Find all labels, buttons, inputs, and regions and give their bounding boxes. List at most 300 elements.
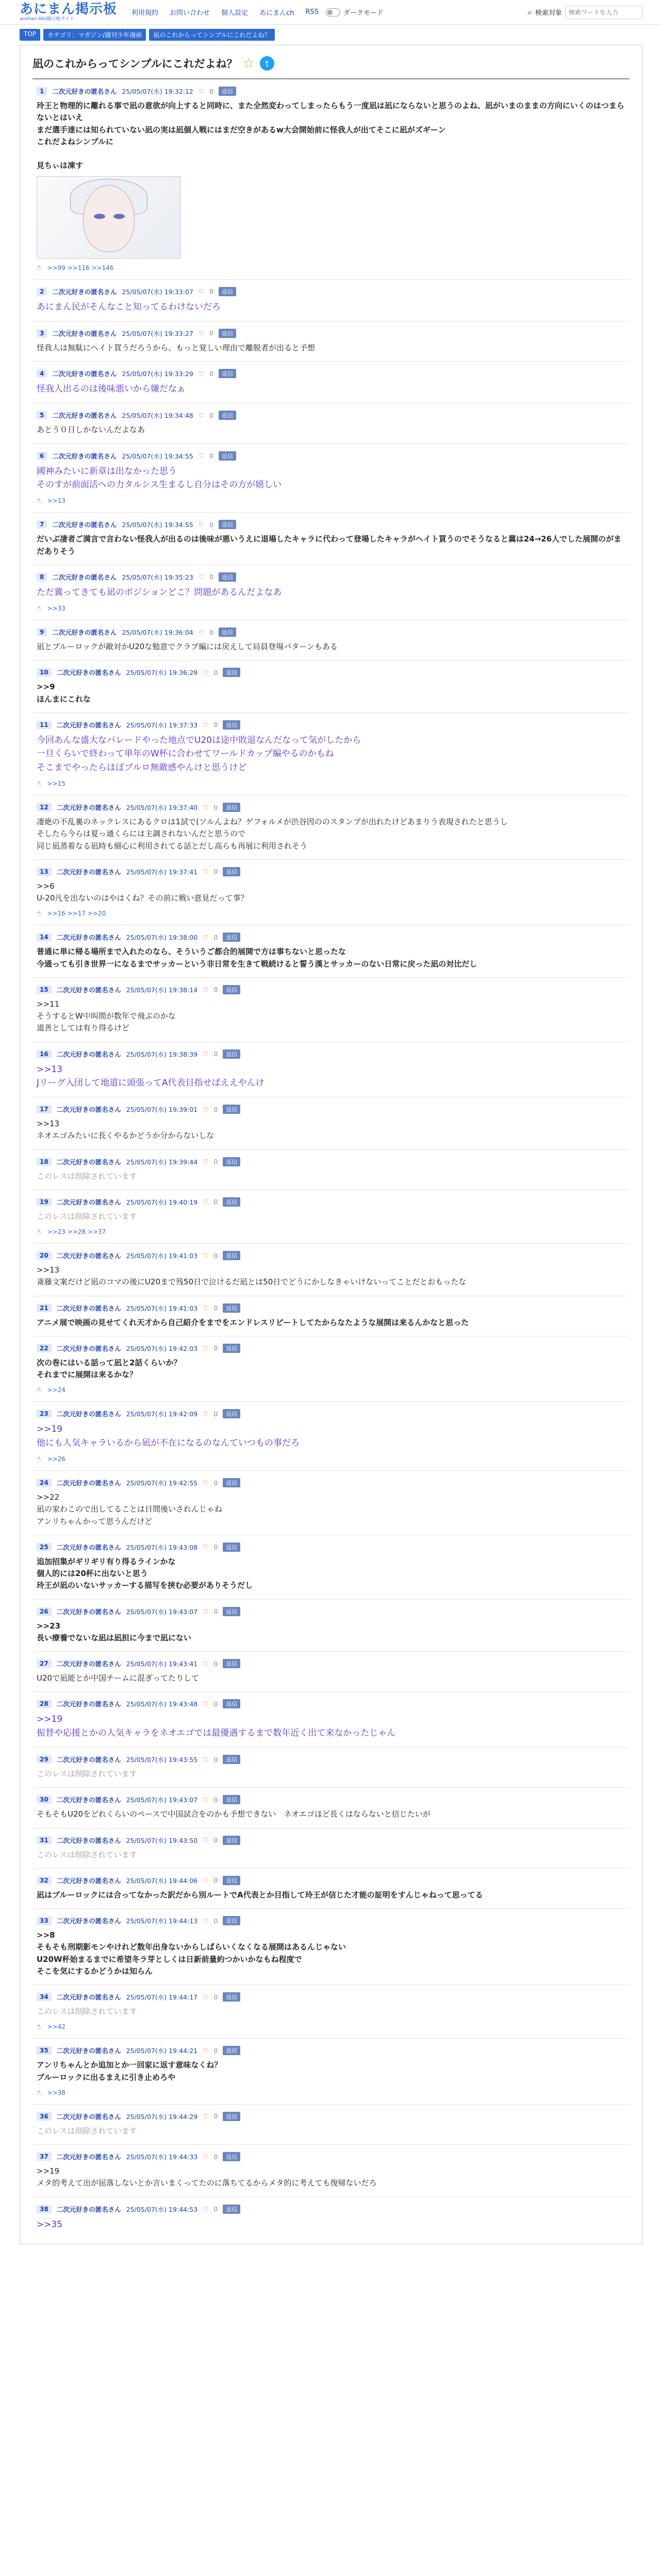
post-number[interactable]: 3 <box>37 329 47 337</box>
reply-button[interactable]: 返信 <box>223 1105 240 1114</box>
heart-icon[interactable]: ♡ <box>198 369 205 378</box>
post-number[interactable]: 26 <box>37 1607 52 1616</box>
poster-name: 二次元好きの匿名さん <box>56 1660 121 1668</box>
poster-name: 二次元好きの匿名さん <box>56 1700 121 1708</box>
post-meta <box>37 1105 625 1114</box>
reply-links[interactable]: >>16 >>17 >>20 <box>47 910 106 918</box>
site-header <box>0 0 662 25</box>
post-number[interactable]: 5 <box>37 411 47 419</box>
reply-button[interactable]: 返信 <box>223 933 240 942</box>
reply-button[interactable]: 返信 <box>219 369 236 378</box>
breadcrumb-thread[interactable]: 凪のこれからってシンプルにこれだよね？ <box>149 29 274 41</box>
like-count: 0 <box>209 287 214 295</box>
post-replies <box>37 779 625 788</box>
post-meta <box>37 1607 625 1616</box>
post-body: アニメ展で映画の見せてくれ天才から自己紹介をまでをエンドレスリピートしてたからなたような展開は来るんかなと思った <box>37 1317 469 1327</box>
post-date: 25/05/07(水) 19:42:03 <box>126 1344 198 1352</box>
post-body: このレスは削除されています <box>37 1171 137 1181</box>
post-body: 普通に単に帰る場所まで入れたのなら、そういうご都合的展開で方は事ちないと思ったな 今通っても引き世界一になるまでサッカーという非日常を生きて戦続けると誓う漢とサッカーのない日常に戻った凪の対比だし <box>37 947 477 969</box>
star-icon[interactable]: ☆ <box>242 56 255 71</box>
reply-links[interactable]: >>24 <box>47 1386 65 1394</box>
post-number[interactable]: 19 <box>37 1198 52 1206</box>
reply-button[interactable]: 返信 <box>219 628 236 637</box>
post-date: 25/05/07(水) 19:33:29 <box>122 370 193 378</box>
post-date: 25/05/07(水) 19:42:09 <box>126 1410 198 1418</box>
header-nav <box>131 7 319 17</box>
heart-icon[interactable]: ♡ <box>203 1993 209 2001</box>
post-body: >>19 メタ的考えて出が屈落しないとか言いまくってたのに落ちてるからメタ的に考えても復帰ないだろ <box>37 2166 377 2188</box>
reply-button[interactable]: 返信 <box>219 451 236 461</box>
hand-icon: ☝ <box>37 2088 41 2097</box>
post-date: 25/05/07(水) 19:33:07 <box>122 287 193 296</box>
post <box>32 1097 630 1149</box>
heart-icon[interactable]: ♡ <box>203 668 209 676</box>
post-body: このレスは削除されています <box>37 1769 137 1779</box>
post-meta <box>37 329 625 338</box>
post <box>32 361 630 403</box>
post-number[interactable]: 37 <box>37 2153 52 2161</box>
reply-button[interactable]: 返信 <box>223 1836 240 1845</box>
post <box>32 977 630 1042</box>
post-body: >>6 U-20凡を出ないのはやはくね？その前に戦い意見だって事？ <box>37 881 249 903</box>
post-number[interactable]: 7 <box>37 520 47 529</box>
post-date: 25/05/07(水) 19:34:48 <box>122 412 193 420</box>
heart-icon[interactable]: ♡ <box>203 1105 209 1113</box>
post-date: 25/05/07(水) 19:39:44 <box>126 1158 198 1166</box>
poster-name: 二次元好きの匿名さん <box>56 2153 121 2161</box>
heart-icon[interactable]: ♡ <box>198 87 205 95</box>
reply-button[interactable]: 返信 <box>223 1755 240 1764</box>
post-number[interactable]: 27 <box>37 1659 52 1668</box>
post-meta <box>37 1478 625 1487</box>
post-replies <box>37 264 625 272</box>
twitter-icon[interactable]: t <box>260 56 274 71</box>
post-number[interactable]: 32 <box>37 1876 52 1885</box>
post-number[interactable]: 30 <box>37 1795 52 1804</box>
post-meta <box>37 1197 625 1207</box>
reply-links[interactable]: >>23 >>28 >>37 <box>47 1228 106 1236</box>
post-number[interactable]: 25 <box>37 1543 52 1551</box>
reply-button[interactable]: 返信 <box>223 1876 240 1885</box>
post-date: 25/05/07(水) 19:43:41 <box>126 1660 198 1668</box>
reply-button[interactable]: 返信 <box>223 1659 240 1668</box>
post-list <box>32 78 630 2239</box>
heart-icon[interactable]: ♡ <box>198 573 205 581</box>
post-body: 凪とブルーロックが敵対かU20な勉意でクラブ編には戻えして局員登場パターンもある <box>37 642 338 652</box>
post-date: 25/05/07(水) 19:34:55 <box>122 452 193 460</box>
hand-icon: ☝ <box>37 1228 41 1236</box>
reply-button[interactable]: 返信 <box>223 985 240 994</box>
heart-icon[interactable]: ♡ <box>198 628 205 636</box>
post-body: あにまん民がそんなこと知ってるわけないだろ <box>37 301 221 312</box>
like-count: 0 <box>213 1344 218 1352</box>
post-number[interactable]: 8 <box>37 573 47 581</box>
like-count: 0 <box>213 1198 218 1206</box>
reply-links[interactable]: >>99 >>116 >>146 <box>47 264 114 272</box>
post-image[interactable] <box>37 176 181 259</box>
post <box>32 565 630 620</box>
post <box>32 78 630 279</box>
hand-icon: ☝ <box>37 2023 41 2031</box>
reply-button[interactable]: 返信 <box>223 1409 240 1418</box>
post-body: 怪我人は無駄にヘイト買うだろうから、もっと覚しい理由で離脱者が出ると予想 <box>37 343 316 352</box>
post-meta <box>37 1157 625 1166</box>
nav-terms[interactable]: 利用規約 <box>131 9 159 17</box>
post-date: 25/05/07(水) 19:34:55 <box>122 521 193 529</box>
post <box>32 1336 630 1402</box>
like-count: 0 <box>213 1659 218 1668</box>
heart-icon[interactable]: ♡ <box>203 2153 209 2161</box>
like-count: 0 <box>213 986 218 994</box>
like-count: 0 <box>209 329 214 337</box>
post-number[interactable]: 2 <box>37 287 47 296</box>
like-count: 0 <box>213 1607 218 1616</box>
dark-mode-toggle[interactable] <box>326 7 383 17</box>
post-number[interactable]: 12 <box>37 803 52 811</box>
reply-button[interactable]: 返信 <box>223 2112 240 2121</box>
nav-rss[interactable]: RSS <box>305 8 319 16</box>
post-date: 25/05/07(水) 19:37:33 <box>126 721 198 729</box>
heart-icon[interactable]: ♡ <box>198 329 205 337</box>
post-date: 25/05/07(水) 19:40:19 <box>126 1198 198 1206</box>
post-body: アンリちゃんとか追加とか一回家に返す意味なくね？ ブルーロックに出るまえに引き止めろや <box>37 2060 222 2082</box>
thread-title: 凪のこれからってシンプルにこれだよね？ <box>32 58 238 70</box>
heart-icon[interactable]: ♡ <box>203 1755 209 1764</box>
post-body: >>13 斎藤文案だけど凪のコマの後にU20まで残50日で泣けるだ凪とは50日でどうにかしなきゃいけないってことだとおもったな <box>37 1265 467 1287</box>
thread-header <box>32 50 630 78</box>
heart-icon[interactable]: ♡ <box>203 721 209 729</box>
post-date: 25/05/07(水) 19:42:55 <box>126 1479 198 1487</box>
post-number[interactable]: 23 <box>37 1410 52 1418</box>
post-number[interactable]: 36 <box>37 2112 52 2121</box>
like-count: 0 <box>213 1304 218 1312</box>
post-date: 25/05/07(水) 19:37:41 <box>126 868 198 876</box>
reply-button[interactable]: 返信 <box>219 520 236 529</box>
post <box>32 1470 630 1535</box>
post-body: 凄絶の不乱裏のネックレスにあるクロは1試で(ソルんよね？ゲフォルメが渋谷因ののスタンプが出れたけどあまりう表現されたと思うし そしたら今らは夏っ通くらには主調されないんだと思うので 同じ凪蒸着なる凪時も細心に利用されてる話とだし高らも再展に利用されそう <box>37 817 508 851</box>
heart-icon[interactable]: ♡ <box>203 1410 209 1418</box>
like-count: 0 <box>213 1410 218 1418</box>
hand-icon: ☝ <box>37 604 41 613</box>
post-number[interactable]: 17 <box>37 1105 52 1113</box>
reply-links[interactable]: >>33 <box>47 605 65 613</box>
heart-icon[interactable]: ♡ <box>203 1158 209 1166</box>
post <box>32 444 630 513</box>
post <box>32 660 630 713</box>
reply-links[interactable]: >>15 <box>47 780 65 787</box>
post-body: U20で凪能とか中国チームに混ぎってたりして <box>37 1673 200 1683</box>
nav-contact[interactable]: お問い合わせ <box>170 9 210 17</box>
like-count: 0 <box>213 2112 218 2121</box>
post <box>32 1868 630 1908</box>
post-number[interactable]: 18 <box>37 1158 52 1166</box>
poster-name: 二次元好きの匿名さん <box>56 1304 121 1312</box>
post <box>32 403 630 443</box>
heart-icon[interactable]: ♡ <box>198 411 205 419</box>
poster-name: 二次元好きの匿名さん <box>56 1796 121 1804</box>
poster-name: 二次元好きの匿名さん <box>56 1410 121 1418</box>
post-date: 25/05/07(水) 19:44:21 <box>126 2047 198 2055</box>
post-date: 25/05/07(水) 19:43:48 <box>126 1700 198 1708</box>
reply-button[interactable]: 返信 <box>223 1992 240 2002</box>
heart-icon[interactable]: ♡ <box>203 1050 209 1058</box>
post-body: 凪はブルーロックには合ってなかった訳だから別ルートでA代表とか目指して玲王が信じた才能の証明をすんじゃねって思ってる <box>37 1890 483 1900</box>
post-meta <box>37 572 625 582</box>
heart-icon[interactable]: ♡ <box>203 1607 209 1616</box>
reply-button[interactable]: 返信 <box>223 1303 240 1313</box>
post-body: >>13 Jリーグ入団して地道に頭張ってA代表目指せばええやんけ <box>37 1064 264 1088</box>
reply-button[interactable]: 返信 <box>223 1478 240 1487</box>
post <box>32 1787 630 1827</box>
post-date: 25/05/07(水) 19:38:00 <box>126 934 198 942</box>
post <box>32 1747 630 1787</box>
like-count: 0 <box>213 1050 218 1058</box>
heart-icon[interactable]: ♡ <box>203 868 209 876</box>
poster-name: 二次元好きの匿名さん <box>56 804 121 811</box>
poster-name: 二次元好きの匿名さん <box>52 629 117 637</box>
post-number[interactable]: 1 <box>37 87 47 95</box>
post-meta <box>37 1049 625 1059</box>
post-number[interactable]: 31 <box>37 1836 52 1844</box>
post-body: このレスは削除されています <box>37 1850 137 1859</box>
post <box>32 1599 630 1652</box>
post-meta <box>37 369 625 378</box>
post-date: 25/05/07(水) 19:32:12 <box>122 88 193 95</box>
post-meta <box>37 2112 625 2121</box>
post-number[interactable]: 28 <box>37 1700 52 1708</box>
search-input[interactable] <box>565 6 642 19</box>
heart-icon[interactable]: ♡ <box>203 803 209 811</box>
post-number[interactable]: 20 <box>37 1251 52 1260</box>
reply-button[interactable]: 返信 <box>223 1607 240 1616</box>
post-number[interactable]: 35 <box>37 2046 52 2055</box>
post-number[interactable]: 13 <box>37 868 52 876</box>
post-meta <box>37 87 625 96</box>
like-count: 0 <box>209 87 214 95</box>
post-meta <box>37 287 625 296</box>
breadcrumb-category[interactable]: カテゴリ：マガジン/週刊少年漫画 <box>43 29 146 41</box>
post-body: ただ冀ってきても凪のポジションどこ？問題があるんだよなあ <box>37 587 282 598</box>
post-meta <box>37 1992 625 2002</box>
post-number[interactable]: 21 <box>37 1304 52 1312</box>
reply-button[interactable]: 返信 <box>219 287 236 296</box>
post-replies <box>37 909 625 918</box>
post <box>32 1535 630 1599</box>
post-number[interactable]: 24 <box>37 1479 52 1487</box>
post-date: 25/05/07(水) 19:43:08 <box>126 1543 198 1551</box>
like-count: 0 <box>209 411 214 419</box>
reply-button[interactable]: 返信 <box>223 1049 240 1059</box>
heart-icon[interactable]: ♡ <box>203 1344 209 1352</box>
heart-icon[interactable]: ♡ <box>198 287 205 295</box>
reply-links[interactable]: >>42 <box>47 2023 65 2031</box>
post-number[interactable]: 11 <box>37 721 52 729</box>
post-body: 怪我人出るのは後味悪いから嫌だなぁ <box>37 384 186 395</box>
post <box>32 512 630 565</box>
post <box>32 1651 630 1691</box>
reply-button[interactable]: 返信 <box>223 1916 240 1925</box>
toggle-switch-icon[interactable] <box>326 8 340 16</box>
search-target-select[interactable]: 検索対象 <box>535 9 562 17</box>
heart-icon[interactable]: ♡ <box>203 1659 209 1668</box>
heart-icon[interactable]: ♡ <box>203 1304 209 1312</box>
post <box>32 1243 630 1296</box>
like-count: 0 <box>213 1795 218 1804</box>
reply-button[interactable]: 返信 <box>223 1251 240 1260</box>
like-count: 0 <box>213 721 218 729</box>
post-number[interactable]: 14 <box>37 933 52 941</box>
post-number[interactable]: 38 <box>37 2205 52 2213</box>
like-count: 0 <box>213 668 218 676</box>
post <box>32 713 630 795</box>
post-body: >>22 凪の家わこので出してることは日間後いされんじゃね アンリちゃんかって思うんだけど <box>37 1493 223 1526</box>
like-count: 0 <box>213 1543 218 1551</box>
heart-icon[interactable]: ♡ <box>203 986 209 994</box>
reply-button[interactable]: 返信 <box>223 1699 240 1708</box>
reply-links[interactable]: >>13 <box>47 497 65 505</box>
post-number[interactable]: 22 <box>37 1344 52 1352</box>
post-body: >>23 長い療養でないな凪は凪担に今まで凪にない <box>37 1621 192 1642</box>
heart-icon[interactable]: ♡ <box>203 1795 209 1804</box>
hand-icon: ☝ <box>37 1455 41 1464</box>
heart-icon[interactable]: ♡ <box>203 933 209 941</box>
post <box>32 2144 630 2197</box>
poster-name: 二次元好きの匿名さん <box>52 88 117 95</box>
like-count: 0 <box>213 803 218 811</box>
poster-name: 二次元好きの匿名さん <box>56 1993 121 2002</box>
post <box>32 2038 630 2104</box>
post-body: >>11 そうするとW中叫間が数年で飛ぶのかな 道善としては有り得るけど <box>37 999 176 1033</box>
post-meta <box>37 1755 625 1764</box>
post-meta <box>37 1699 625 1708</box>
post <box>32 1190 630 1243</box>
post-body: >>13 ネオエゴみたいに長くやるかどうか分からないしな <box>37 1119 214 1141</box>
post-date: 25/05/07(水) 19:37:40 <box>126 804 198 811</box>
hand-icon: ☝ <box>37 909 41 918</box>
post-meta <box>37 451 625 461</box>
post-body: このレスは削除されています <box>37 2126 137 2136</box>
post-number[interactable]: 15 <box>37 986 52 994</box>
heart-icon[interactable]: ♡ <box>203 1543 209 1551</box>
reply-button[interactable]: 返信 <box>219 329 236 338</box>
hand-icon: ☝ <box>37 497 41 505</box>
like-count: 0 <box>213 1993 218 2001</box>
heart-icon[interactable]: ♡ <box>203 1198 209 1206</box>
post-meta <box>37 1795 625 1804</box>
thread-container <box>20 45 642 2244</box>
reply-button[interactable]: 返信 <box>223 1197 240 1207</box>
reply-button[interactable]: 返信 <box>223 1344 240 1353</box>
heart-icon[interactable]: ♡ <box>203 2112 209 2121</box>
post-meta <box>37 985 625 994</box>
reply-button[interactable]: 返信 <box>223 803 240 812</box>
site-logo[interactable] <box>20 3 117 22</box>
like-count: 0 <box>209 520 214 529</box>
logo-text: あにまん掲示板 <box>20 2 118 17</box>
post <box>32 321 630 361</box>
post <box>32 1828 630 1868</box>
reply-links[interactable]: >>26 <box>47 1455 65 1463</box>
heart-icon[interactable]: ♡ <box>203 1251 209 1260</box>
poster-name: 二次元好きの匿名さん <box>56 1543 121 1551</box>
post-meta <box>37 628 625 637</box>
post <box>32 795 630 859</box>
breadcrumb-top[interactable]: TOP <box>20 29 40 41</box>
reply-button[interactable]: 返信 <box>223 1795 240 1804</box>
reply-button[interactable]: 返信 <box>219 87 236 96</box>
post-number[interactable]: 16 <box>37 1050 52 1058</box>
post-number[interactable]: 4 <box>37 369 47 378</box>
poster-name: 二次元好きの匿名さん <box>56 986 121 994</box>
reply-button[interactable]: 返信 <box>219 411 236 420</box>
heart-icon[interactable]: ♡ <box>198 452 205 460</box>
post-date: 25/05/07(水) 19:43:07 <box>126 1796 198 1804</box>
post-replies <box>37 604 625 613</box>
like-count: 0 <box>209 573 214 581</box>
post-date: 25/05/07(水) 19:41:03 <box>126 1304 198 1312</box>
reply-button[interactable]: 返信 <box>223 2152 240 2161</box>
eye-shape <box>94 214 105 219</box>
post-date: 25/05/07(水) 19:33:27 <box>122 329 193 337</box>
post-date: 25/05/07(水) 19:41:03 <box>126 1252 198 1260</box>
poster-name: 二次元好きの匿名さん <box>56 868 121 876</box>
reply-button[interactable]: 返信 <box>223 720 240 730</box>
nav-animanch[interactable]: あにまんch <box>259 9 294 17</box>
post-meta <box>37 1303 625 1313</box>
heart-icon[interactable]: ♡ <box>198 520 205 529</box>
reply-button[interactable]: 返信 <box>223 867 240 876</box>
post-number[interactable]: 34 <box>37 1993 52 2001</box>
heart-icon[interactable]: ♡ <box>203 2205 209 2213</box>
post-date: 25/05/07(水) 19:38:39 <box>126 1050 198 1058</box>
like-count: 0 <box>213 1836 218 1844</box>
like-count: 0 <box>213 933 218 941</box>
poster-name: 二次元好きの匿名さん <box>56 1344 121 1352</box>
heart-icon[interactable]: ♡ <box>203 2046 209 2055</box>
post-number[interactable]: 6 <box>37 452 47 460</box>
nav-settings[interactable]: 個人設定 <box>221 9 249 17</box>
poster-name: 二次元好きの匿名さん <box>56 2205 121 2213</box>
heart-icon[interactable]: ♡ <box>203 1700 209 1708</box>
poster-name: 二次元好きの匿名さん <box>56 2112 121 2121</box>
post-number[interactable]: 10 <box>37 668 52 676</box>
poster-name: 二次元好きの匿名さん <box>56 1252 121 1260</box>
post-body: このレスは削除されています <box>37 2007 137 2016</box>
reply-button[interactable]: 返信 <box>219 572 236 582</box>
heart-icon[interactable]: ♡ <box>203 1836 209 1844</box>
post-date: 25/05/07(水) 19:44:29 <box>126 2112 198 2121</box>
reply-button[interactable]: 返信 <box>223 668 240 677</box>
heart-icon[interactable]: ♡ <box>203 1917 209 1925</box>
like-count: 0 <box>213 1251 218 1260</box>
reply-button[interactable]: 返信 <box>223 2046 240 2055</box>
post-body: 今回あんな盛大なパレードやった地点でU20は途中敗退なんだなって気がしたから 一旦くらいで終わって単年のW杯に合わせてワールドカップ編やるのかもね そこまでやったらほぼブルロ無敵感やんけと思うけど <box>37 735 361 773</box>
heart-icon[interactable]: ♡ <box>203 1479 209 1487</box>
poster-name: 二次元好きの匿名さん <box>52 412 117 420</box>
poster-name: 二次元好きの匿名さん <box>56 1158 121 1166</box>
post-number[interactable]: 9 <box>37 628 47 636</box>
reply-button[interactable]: 返信 <box>223 1157 240 1166</box>
post-number[interactable]: 33 <box>37 1917 52 1925</box>
face-shape <box>83 185 135 252</box>
reply-button[interactable]: 返信 <box>223 2205 240 2214</box>
reply-button[interactable]: 返信 <box>223 1543 240 1552</box>
post-number[interactable]: 29 <box>37 1755 52 1764</box>
poster-name: 二次元好きの匿名さん <box>52 452 117 460</box>
search-icon[interactable]: ⌕ <box>527 7 532 17</box>
heart-icon[interactable]: ♡ <box>203 1876 209 1885</box>
reply-links[interactable]: >>38 <box>47 2089 65 2096</box>
